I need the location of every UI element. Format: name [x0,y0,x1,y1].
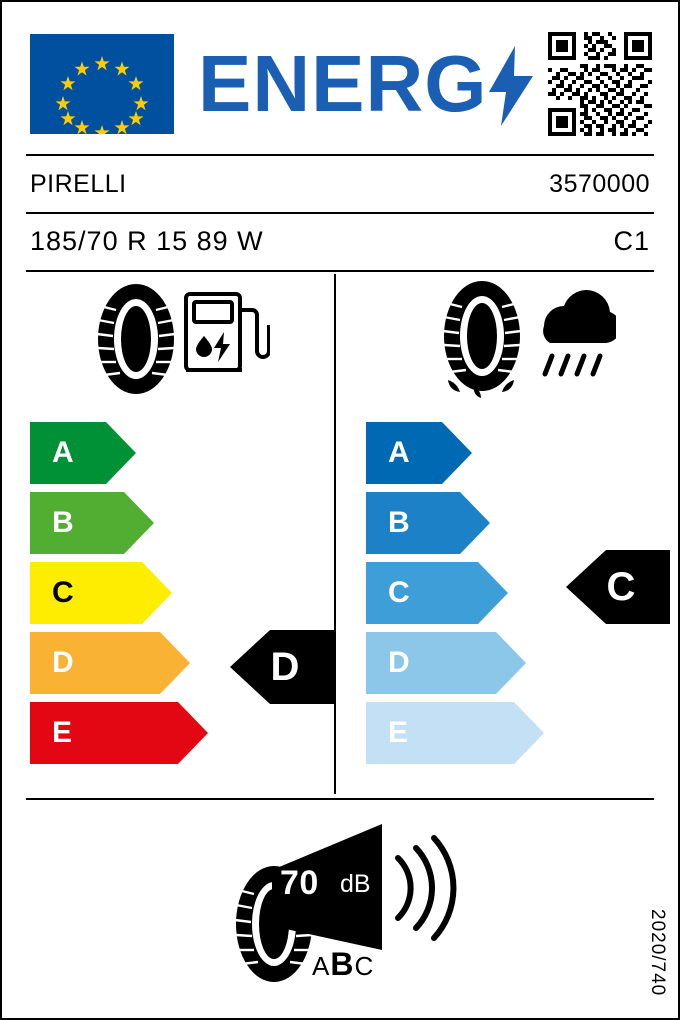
fuel-grade-b-label: B [52,506,74,539]
grade-row [30,562,208,624]
wet-grade-b [366,492,544,554]
fuel-grade-d-label: D [52,646,74,679]
label-header [2,2,678,142]
wet-grade-d [366,632,544,694]
fuel-grade-c [30,562,208,624]
grade-row [366,422,544,484]
tyre-class: C1 [613,226,650,256]
noise-class-b: B [330,946,355,982]
wet-grade-a [366,422,544,484]
fuel-grade-e-label: E [52,716,73,749]
noise-unit: dB [340,870,371,898]
arrow-shape [30,422,136,484]
qr-code-icon [548,32,652,136]
grade-row [366,632,544,694]
wet-grade-a-label: A [388,436,410,469]
noise-class-scale [312,946,374,983]
fuel-efficiency-result [230,630,334,704]
wet-grade-c [366,562,544,624]
fuel-grade-a-label: A [52,436,74,469]
divider [26,154,654,156]
divider [26,212,654,214]
grade-row [366,702,544,764]
grade-row [30,492,208,554]
wet-grip-scale [366,422,544,772]
lightning-bolt-icon [489,46,533,126]
divider [26,270,654,272]
page-title: ENERG [198,39,488,128]
wet-grade-e-label: E [388,716,409,749]
eu-flag-icon [30,34,174,134]
arrow-shape [30,492,154,554]
fuel-grade-b [30,492,208,554]
fuel-efficiency-result-label: D [270,644,300,689]
wet-grade-c-label: C [388,576,410,609]
wet-grip-result [566,550,670,624]
grade-row [366,562,544,624]
tyre-rain-cloud-icon [426,280,616,398]
grade-row [30,702,208,764]
fuel-grade-e [30,702,208,764]
grade-row [30,632,208,694]
grade-row [30,422,208,484]
product-code: 3570000 [549,170,650,198]
tyre-size: 185/70 R 15 89 W [30,226,264,256]
fuel-grade-c-label: C [52,576,74,609]
regulation-date: 2020/740 [647,908,668,996]
noise-class-c: C [354,951,375,981]
grade-row [366,492,544,554]
brand-name: PIRELLI [30,170,127,198]
divider-vertical [334,274,336,794]
fuel-grade-d [30,632,208,694]
noise-value: 70 [280,864,319,902]
divider [26,798,654,800]
fuel-grade-a [30,422,208,484]
arrow-shape [366,422,472,484]
noise-class-a: A [312,951,331,981]
fuel-efficiency-scale [30,422,208,772]
wet-grade-b-label: B [388,506,410,539]
wet-grade-e [366,702,544,764]
arrow-shape [366,492,490,554]
wet-grade-d-label: D [388,646,410,679]
tyre-fuel-pump-icon [90,280,270,398]
wet-grip-result-label: C [606,564,636,609]
